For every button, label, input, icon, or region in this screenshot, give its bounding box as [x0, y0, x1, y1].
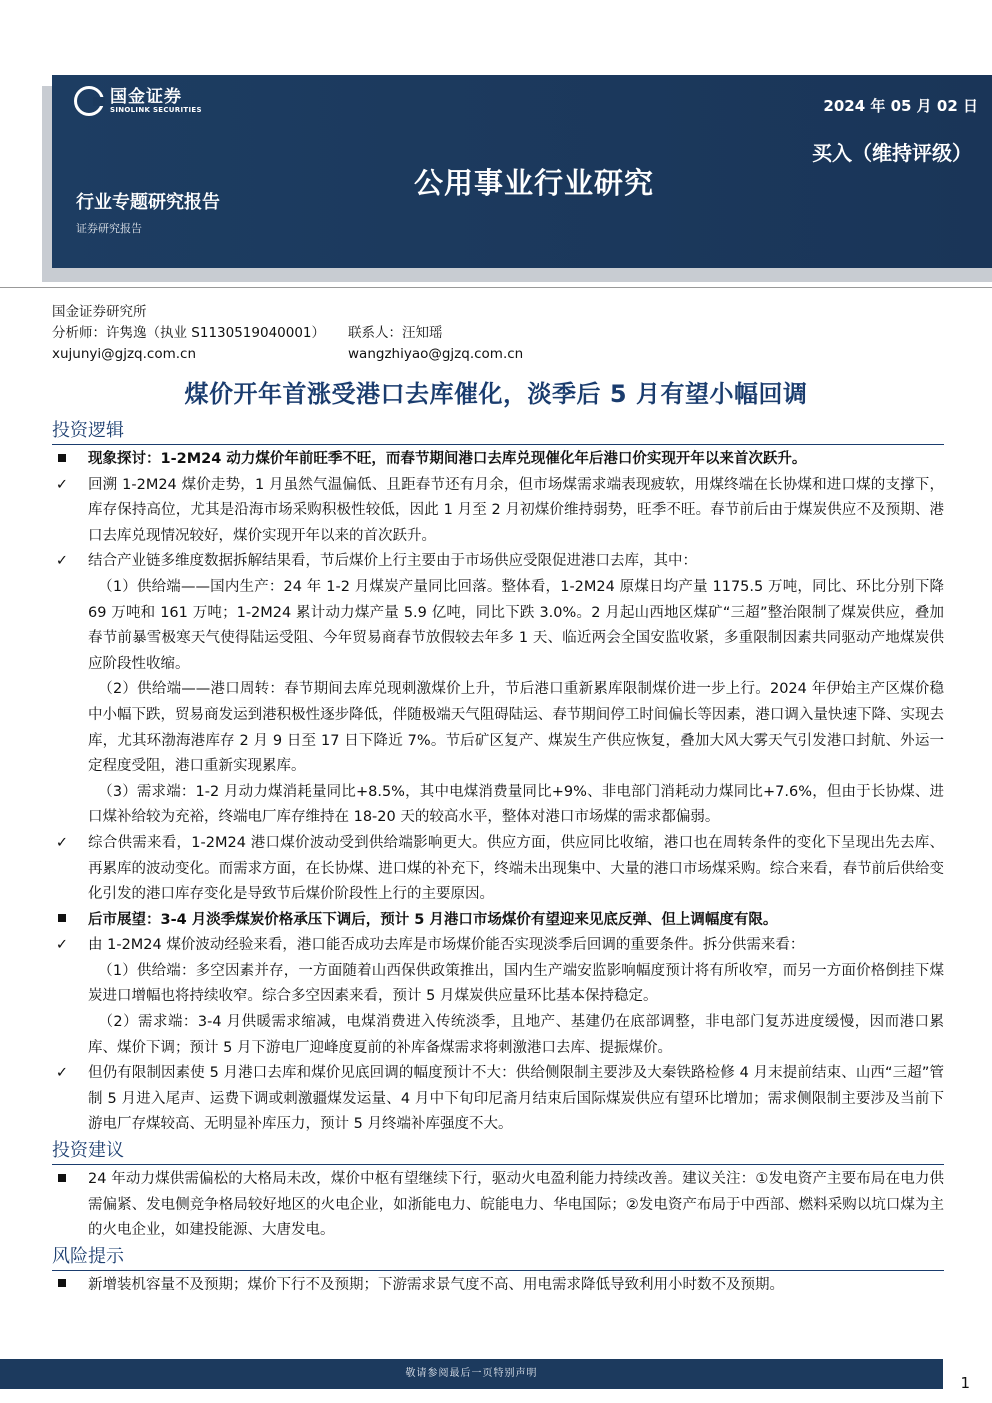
square-bullet-icon [58, 454, 66, 462]
divider [0, 287, 992, 288]
sub-paragraph: （1）供给端：多空因素并存，一方面随着山西保供政策推出，国内生产端安监影响幅度预计将有所收窄，而另一方面价格倒挂下煤炭进口增幅也将持续收窄。综合多空因素来看，预计 5 月煤炭供应量环比基本保持稳定。 [88, 962, 944, 1005]
check-item: ✓ 回溯 1-2M24 煤价走势，1 月虽然气温偏低、且距春节还有月余，但市场煤需求端表现疲软，用煤终端在长协煤和进口煤的支撑下，库存保持高位，尤其是沿海市场采购积极性较低，因此 1 月至 2 月初煤价维持弱势，旺季不旺。春节前后由于煤炭供应不及预期、港口去库兑现情况较好，煤价实现开年以来的首次跃升。 [52, 473, 944, 550]
logo-mark-icon [74, 86, 104, 116]
section-heading-advice: 投资建议 [52, 1140, 124, 1162]
author-info [52, 302, 524, 365]
page-number: 1 [960, 1374, 970, 1392]
rating: 买入（维持评级） [812, 141, 972, 165]
section-heading-logic: 投资逻辑 [52, 420, 124, 441]
square-bullet-icon [58, 1279, 66, 1287]
report-date: 2024 年 05 月 02 日 [823, 97, 978, 115]
footer-disclaimer: 敬请参阅最后一页特别声明 [0, 1359, 943, 1389]
check-icon: ✓ [55, 1065, 69, 1082]
check-item: ✓ 但仍有限制因素使 5 月港口去库和煤价见底回调的幅度预计不大：供给侧限制主要涉及大秦铁路检修 4 月末提前结束、山西“三超”管制 5 月进入尾声、运费下调或刺激疆煤发运量、4 月中下旬印尼斋月结束后国际煤炭供应有望环比增加；需求侧限制主要涉及当前下游电厂存煤较高、无明显补库压力，预计 5 月终端补库强度不大。 [52, 1061, 944, 1138]
check-item: ✓ 结合产业链多维度数据拆解结果看，节后煤价上行主要由于市场供应受限促进港口去库，其中： [52, 549, 944, 575]
logo-name-en: SINOLINK SECURITIES [110, 105, 202, 114]
report-title: 煤价开年首涨受港口去库催化，淡季后 5 月有望小幅回调 [184, 380, 808, 408]
section-divider [52, 1270, 944, 1271]
bullet-item: 后市展望：3-4 月淡季煤炭价格承压下调后，预计 5 月港口市场煤价有望迎来见底反弹、但上调幅度有限。 [52, 908, 944, 934]
analyst: 分析师：许隽逸（执业 S1130519040001） [52, 325, 326, 341]
section-divider [52, 444, 944, 445]
report-type: 行业专题研究报告 [76, 192, 220, 213]
check-icon: ✓ [55, 476, 69, 493]
bullet-item: 新增装机容量不及预期；煤价下行不及预期；下游需求景气度不高、用电需求降低导致利用小时数不及预期。 [52, 1273, 944, 1299]
report-body [52, 418, 944, 1298]
institute: 国金证券研究所 [52, 304, 147, 320]
sub-paragraph: （2）需求端：3-4 月供暖需求缩减，电煤消费进入传统淡季，且地产、基建仍在底部调整，非电部门复苏进度缓慢，因而港口累库、煤价下调；预计 5 月下游电厂迎峰度夏前的补库备煤需求将刺激港口去库、提振煤价。 [88, 1014, 944, 1056]
company-logo [74, 86, 202, 116]
check-icon: ✓ [55, 553, 69, 570]
check-icon: ✓ [55, 937, 69, 954]
bullet-item: 现象探讨：1-2M24 动力煤价年前旺季不旺，而春节期间港口去库兑现催化年后港口价实现开年以来首次跃升。 [52, 447, 944, 473]
square-bullet-icon [58, 1174, 66, 1182]
sub-paragraph: （1）供给端——国内生产：24 年 1-2 月煤炭产量同比回落。整体看，1-2M24 原煤日均产量 1175.5 万吨，同比、环比分别下降 69 万吨和 161 万吨；1-2M24 累计动力煤产量 5.9 亿吨，同比下跌 3.0%。2 月起山西地区煤矿“三超”整治限制了煤炭供应，叠加春节前暴雪极寒天气使得陆运受阻、今年贸易商春节放假较去年多 1 天、临近两会全国安监收紧，多重限制因素共同驱动产地煤炭供应阶段性收缩。 [88, 578, 944, 672]
industry-title: 公用事业行业研究 [414, 166, 655, 200]
contact: 联系人：汪知瑶 [348, 325, 443, 341]
section-heading-risk: 风险提示 [52, 1245, 124, 1267]
sub-paragraph: （2）供给端——港口周转：春节期间去库兑现刺激煤价上升，节后港口重新累库限制煤价进一步上行。2024 年伊始主产区煤价稳中小幅下跌，贸易商发运到港积极性逐步降低，伴随极端天气阻碍陆运、春节期间停工时间偏长等因素，港口调入量快速下降、实现去库，尤其环渤海港库存 2 月 9 日至 17 日下降近 7%。节后矿区复产、煤炭生产供应恢复，叠加大风大雾天气引发港口封航、外运一定程度受阻，港口重新实现累库。 [88, 681, 944, 775]
contact-email[interactable]: wangzhiyao@gjzq.com.cn [348, 346, 524, 362]
check-item: ✓ 综合供需来看，1-2M24 港口煤价波动受到供给端影响更大。供应方面，供应同比收缩，港口也在周转条件的变化下呈现出先去库、再累库的波动变化。而需求方面，在长协煤、进口煤的补充下，终端未出现集中、大量的港口市场煤采购。综合来看，春节前后供给变化引发的港口库存变化是导致节后煤价阶段性上行的主要原因。 [52, 831, 944, 908]
sub-paragraph: （3）需求端：1-2 月动力煤消耗量同比+8.5%，其中电煤消费量同比+9%、非电部门消耗动力煤同比+7.6%，但由于长协煤、进口煤补给较为充裕，终端电厂库存维持在 18-20 天的较高水平，整体对港口市场煤的需求都偏弱。 [88, 783, 944, 826]
analyst-email[interactable]: xujunyi@gjzq.com.cn [52, 346, 197, 362]
section-divider [52, 1164, 944, 1165]
logo-name-cn: 国金证券 [110, 86, 182, 107]
bullet-item: 24 年动力煤供需偏松的大格局未改，煤价中枢有望继续下行，驱动火电盈利能力持续改善。建议关注：①发电资产主要布局在电力供需偏紧、发电侧竞争格局较好地区的火电企业，如浙能电力、皖能电力、华电国际；②发电资产布局于中西部、燃料采购以坑口煤为主的火电企业，如建投能源、大唐发电。 [52, 1167, 944, 1244]
report-header [52, 75, 992, 268]
report-subtype: 证券研究报告 [76, 222, 142, 235]
check-icon: ✓ [55, 834, 69, 851]
check-item: ✓ 由 1-2M24 煤价波动经验来看，港口能否成功去库是市场煤价能否实现淡季后回调的重要条件。拆分供需来看： [52, 933, 944, 959]
square-bullet-icon [58, 914, 66, 922]
